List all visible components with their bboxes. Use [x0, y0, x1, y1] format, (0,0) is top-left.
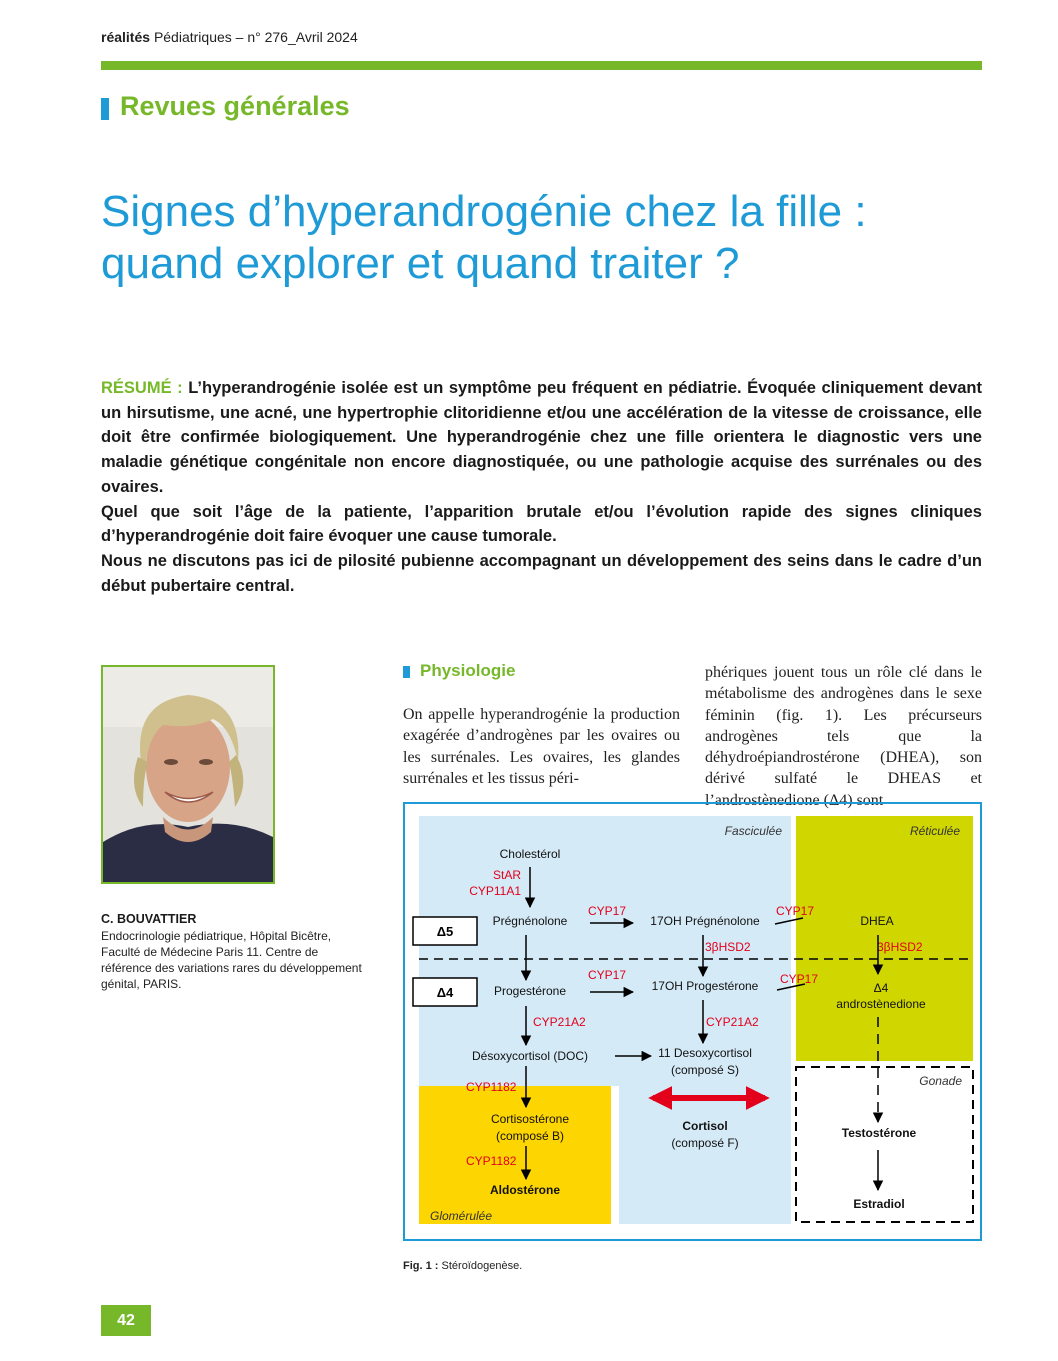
enzyme-cyp17-d: CYP17: [780, 972, 819, 986]
zone-reticulee: [796, 816, 973, 1061]
node-androstenedione-delta: Δ4: [873, 981, 889, 995]
caption-text: Stéroïdogenèse.: [441, 1260, 523, 1272]
node-testosterone: Testostérone: [841, 1126, 917, 1140]
abstract-paragraph-2: Quel que soit l’âge de la patiente, l’apparition brutale et/ou l’évolution rapide des signes cliniques d’hyperandrogénie doit faire évoquer une cause tumorale.: [101, 502, 982, 546]
enzyme-cyp17-c: CYP17: [588, 968, 627, 982]
abstract-text-1: L’hyperandrogénie isolée est un symptôme peu fréquent en pédiatrie. Évoquée cliniquement devant un hirsutisme, une acné, une hypertrophie clitoridienne et/ou une accélération de la vitesse de croissance, elle doit être confirmée biologiquement. Une hyperandrogénie chez une fille orientera le diagnostic vers une maladie génétique congénitale non encore diagnostiquée, ou une pathologie acquise des surrénales ou des ovaires.: [101, 379, 983, 496]
node-estradiol: Estradiol: [853, 1197, 905, 1211]
enzyme-cyp17-b: CYP17: [776, 904, 815, 918]
abstract-paragraph-1: [101, 376, 982, 500]
enzyme-cyp11a1: CYP11A1: [469, 884, 521, 898]
author-portrait-illustration: [103, 667, 273, 882]
node-11-desoxycortisol: 11 Desoxycortisol: [658, 1046, 752, 1060]
author-affiliation: Endocrinologie pédiatrique, Hôpital Bicêtre, Faculté de Médecine Paris 11. Centre de référence des variations rares du développement génital, PARIS.: [101, 929, 362, 991]
node-progesterone: Progestérone: [493, 984, 567, 998]
delta5-label: Δ5: [436, 924, 454, 939]
body-column-1: On appelle hyperandrogénie la production exagérée d’androgènes par les ovaires ou les surrénales. Les ovaires, les glandes surrénales et les tissus péri-: [403, 706, 680, 787]
enzyme-3bhsd2-b: 3βHSD2: [877, 940, 923, 954]
journal-name: réalités: [101, 29, 151, 45]
node-cortisol: Cortisol: [682, 1119, 728, 1133]
body-column-2: phériques jouent tous un rôle clé dans le métabolisme des androgènes dans le sexe féminin (fig. 1). Les précurseurs androgènes tels que la déhydroépiandrostérone (DHEA), son dérivé sulfaté le DHEAS et l’androstènedione (Δ4) sont: [705, 664, 982, 809]
node-17oh-progesterone: 17OH Progestérone: [651, 979, 759, 993]
node-dhea: DHEA: [860, 914, 894, 928]
label-glomerulee: Glomérulée: [430, 1209, 493, 1223]
abstract-paragraph-3: Nous ne discutons pas ici de pilosité pubienne accompagnant un développement des seins dans le cadre d’un début pubertaire central.: [101, 551, 982, 595]
figure-caption: [403, 1260, 522, 1272]
node-aldosterone: Aldostérone: [489, 1183, 561, 1197]
node-cholesterol: Cholestérol: [499, 847, 561, 861]
steroidogenesis-diagram: [405, 804, 980, 1239]
delta4-label: Δ4: [436, 985, 454, 1000]
author-name: C. BOUVATTIER: [101, 912, 197, 926]
enzyme-cyp17-a: CYP17: [588, 904, 627, 918]
node-compose-f: (composé F): [671, 1136, 739, 1150]
node-androstenedione: androstènedione: [836, 997, 926, 1011]
node-doc: Désoxycortisol (DOC): [471, 1049, 589, 1063]
author-photo: [101, 665, 275, 884]
article-title: Signes d’hyperandrogénie chez la fille : quand explorer et quand traiter ?: [101, 187, 867, 288]
label-fasciculee: Fasciculée: [724, 824, 782, 838]
enzyme-cyp21a2-a: CYP21A2: [533, 1015, 586, 1029]
enzyme-3bhsd2-a: 3βHSD2: [705, 940, 751, 954]
label-reticulee: Réticulée: [909, 824, 960, 838]
enzyme-cyp21a2-b: CYP21A2: [706, 1015, 759, 1029]
abstract-label: RÉSUMÉ :: [101, 379, 183, 397]
header-rule: [101, 61, 982, 70]
journal-header: [101, 29, 358, 45]
journal-issue: Pédiatriques – n° 276_Avril 2024: [153, 29, 358, 45]
page-number: 42: [101, 1305, 151, 1336]
abstract: [101, 376, 982, 598]
section-marker: [101, 98, 109, 120]
enzyme-cyp11b2-a: CYP1182: [466, 1080, 517, 1094]
body-heading: Physiologie: [420, 661, 516, 680]
caption-label: Fig. 1 :: [403, 1260, 439, 1272]
enzyme-cyp11b2-b: CYP1182: [466, 1154, 517, 1168]
label-gonade: Gonade: [919, 1074, 962, 1088]
heading-marker: [403, 666, 410, 678]
section-title: Revues générales: [120, 91, 350, 121]
node-compose-s: (composé S): [670, 1063, 740, 1077]
node-cortisosterone: Cortisostérone: [490, 1112, 570, 1126]
node-17oh-pregnenolone: 17OH Prégnénolone: [650, 914, 760, 928]
figure-steroidogenesis: [403, 802, 982, 1241]
node-pregnenolone: Prégnénolone: [492, 914, 568, 928]
zone-glomerulee: [419, 1086, 615, 1224]
enzyme-star: StAR: [492, 868, 521, 882]
node-compose-b: (composé B): [495, 1129, 565, 1143]
